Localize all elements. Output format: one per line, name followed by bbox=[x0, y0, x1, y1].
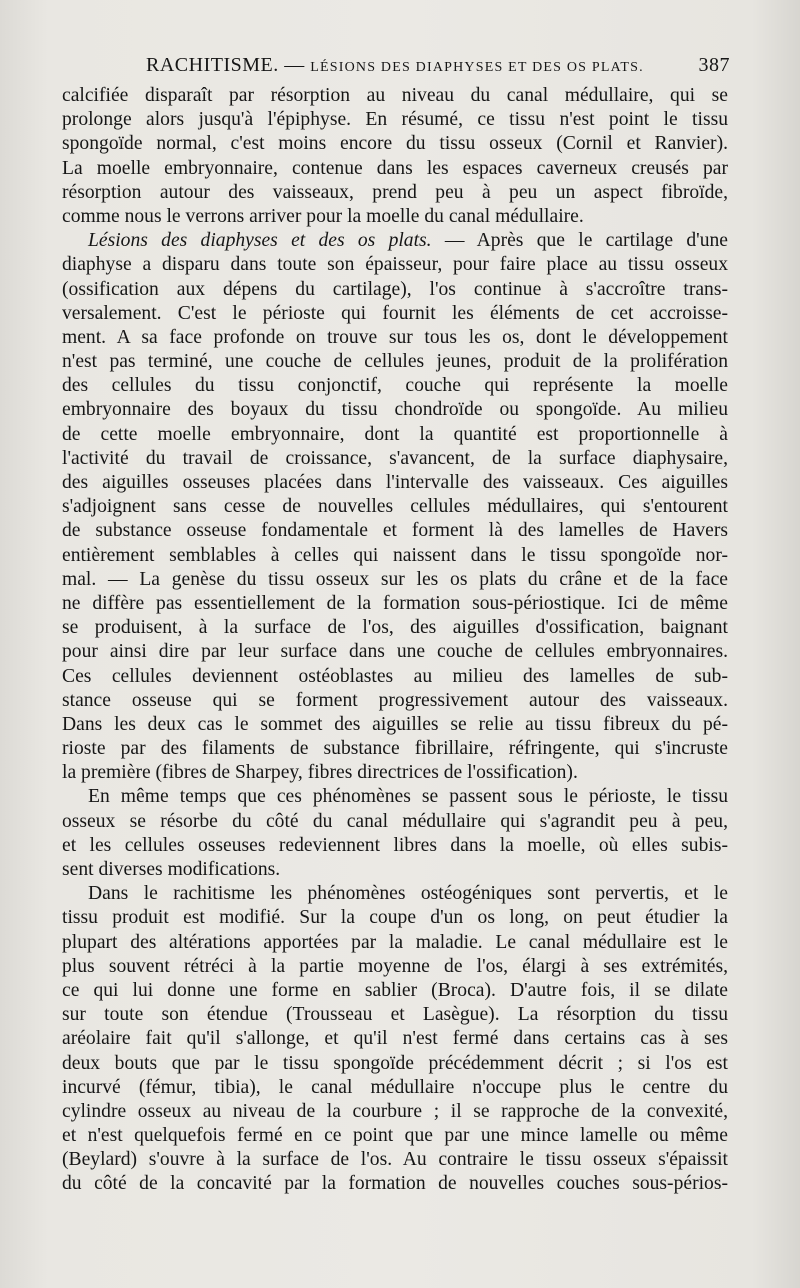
text-line: l'activité du travail de croissance, s'avancent, de la surface diaphysaire, bbox=[62, 447, 728, 469]
text-line: Ces cellules deviennent ostéoblastes au milieu des lamelles de sub- bbox=[62, 665, 728, 687]
text-line: prolonge alors jusqu'à l'épiphyse. En résumé, ce tissu n'est point le tissu bbox=[62, 109, 728, 131]
text-line: sur toute son étendue (Trousseau et Lasègue). La résorption du tissu bbox=[62, 1004, 728, 1026]
text-line: osseux se résorbe du côté du canal médullaire qui s'agrandit peu à peu, bbox=[62, 810, 728, 832]
text-line: Dans le rachitisme les phénomènes ostéogéniques sont pervertis, et le bbox=[88, 883, 728, 905]
text-line: des cellules du tissu conjonctif, couche qui représente la moelle bbox=[62, 375, 728, 397]
text-line: ce qui lui donne une forme en sablier (Broca). D'autre fois, il se dilate bbox=[62, 979, 728, 1001]
text-line: des aiguilles osseuses placées dans l'intervalle des vaisseaux. Ces aiguilles bbox=[62, 472, 728, 493]
running-head-subtitle: LÉSIONS DES DIAPHYSES ET DES OS PLATS. bbox=[310, 60, 644, 75]
text-line: deux bouts que par le tissu spongoïde précédemment décrit ; si l'os est bbox=[62, 1052, 728, 1074]
text-line: incurvé (fémur, tibia), le canal médullaire n'occupe plus le centre du bbox=[62, 1076, 728, 1098]
text-line: la première (fibres de Sharpey, fibres directrices de l'ossification). bbox=[62, 762, 578, 784]
text-line: En même temps que ces phénomènes se passent sous le périoste, le tissu bbox=[88, 786, 728, 808]
running-head bbox=[62, 50, 728, 84]
running-head-main: RACHITISME. — bbox=[146, 54, 305, 76]
text-line: ment. A sa face profonde on trouve sur tous les os, dont le développement bbox=[62, 326, 728, 348]
text-line: ne diffère pas essentiellement de la formation sous-périostique. Ici de même bbox=[62, 592, 728, 614]
text-line: Dans les deux cas le sommet des aiguilles se relie au tissu fibreux du pé- bbox=[62, 713, 728, 735]
text-line: diaphyse a disparu dans toute son épaisseur, pour faire place au tissu osseux bbox=[62, 254, 728, 276]
text-line: embryonnaire des boyaux du tissu chondroïde ou spongoïde. Au milieu bbox=[62, 399, 728, 421]
text-line: et n'est quelquefois fermé en ce point que par une mince lamelle ou même bbox=[62, 1125, 728, 1147]
text-line: résorption autour des vaisseaux, prend peu à peu un aspect fibroïde, bbox=[62, 181, 728, 203]
text-line: versalement. C'est le périoste qui fournit les éléments de cet accroisse- bbox=[62, 302, 728, 324]
text-line: stance osseuse qui se forment progressivement autour des vaisseaux. bbox=[62, 689, 728, 711]
text-line: cylindre osseux au niveau de la courbure ; il se rapproche de la convexité, bbox=[62, 1100, 728, 1122]
text-line: se produisent, à la surface de l'os, des aiguilles d'ossification, baignant bbox=[62, 617, 728, 639]
text-line: de substance osseuse fondamentale et forment là des lamelles de Havers bbox=[62, 520, 728, 542]
text-line: de cette moelle embryonnaire, dont la quantité est proportionnelle à bbox=[62, 423, 728, 445]
text-line-tail: — Après que le cartilage d'une bbox=[444, 230, 728, 252]
text-line: aréolaire fait qu'il s'allonge, et qu'il n'est fermé dans certains cas à ses bbox=[62, 1028, 728, 1050]
text-line: (ossification aux dépens du cartilage), l'os continue à s'accroître trans- bbox=[62, 278, 728, 300]
text-line: du côté de la concavité par la formation de nouvelles couches sous-périos- bbox=[62, 1173, 728, 1195]
section-heading-line bbox=[62, 229, 728, 253]
section-title: Lésions des diaphyses et des os plats. bbox=[88, 230, 432, 252]
text-line: mal. — La genèse du tissu osseux sur les os plats du crâne et de la face bbox=[62, 568, 728, 590]
text-line: et les cellules osseuses redeviennent libres dans la moelle, où elles subis- bbox=[62, 834, 728, 856]
body-text bbox=[62, 84, 728, 1197]
text-line: comme nous le verrons arriver pour la moelle du canal médullaire. bbox=[62, 205, 584, 227]
text-line: La moelle embryonnaire, contenue dans les espaces caverneux creusés par bbox=[62, 157, 728, 179]
text-line: tissu produit est modifié. Sur la coupe d'un os long, on peut étudier la bbox=[62, 907, 728, 929]
running-head-title bbox=[146, 54, 644, 77]
text-line: n'est pas terminé, une couche de cellules jeunes, produit de la prolifération bbox=[62, 351, 728, 373]
text-line: sent diverses modifications. bbox=[62, 859, 281, 880]
text-line: plus souvent rétréci à la partie moyenne de l'os, élargi à ses extrémités, bbox=[62, 955, 728, 977]
text-line: plupart des altérations apportées par la maladie. Le canal médullaire est le bbox=[62, 931, 728, 953]
text-line: pour ainsi dire par leur surface dans une couche de cellules embryonnaires. bbox=[62, 641, 728, 663]
text-line: calcifiée disparaît par résorption au niveau du canal médullaire, qui se bbox=[62, 85, 728, 106]
text-line: rioste par des filaments de substance fibrillaire, réfringente, qui s'incruste bbox=[62, 738, 728, 760]
text-line: s'adjoignent sans cesse de nouvelles cellules médullaires, qui s'entourent bbox=[62, 496, 728, 518]
text-line: spongoïde normal, c'est moins encore du tissu osseux (Cornil et Ranvier). bbox=[62, 133, 728, 155]
text-line: entièrement semblables à celles qui naissent dans le tissu spongoïde nor- bbox=[62, 544, 728, 566]
text-line: (Beylard) s'ouvre à la surface de l'os. Au contraire le tissu osseux s'épaissit bbox=[62, 1149, 728, 1171]
page-number: 387 bbox=[698, 54, 730, 76]
